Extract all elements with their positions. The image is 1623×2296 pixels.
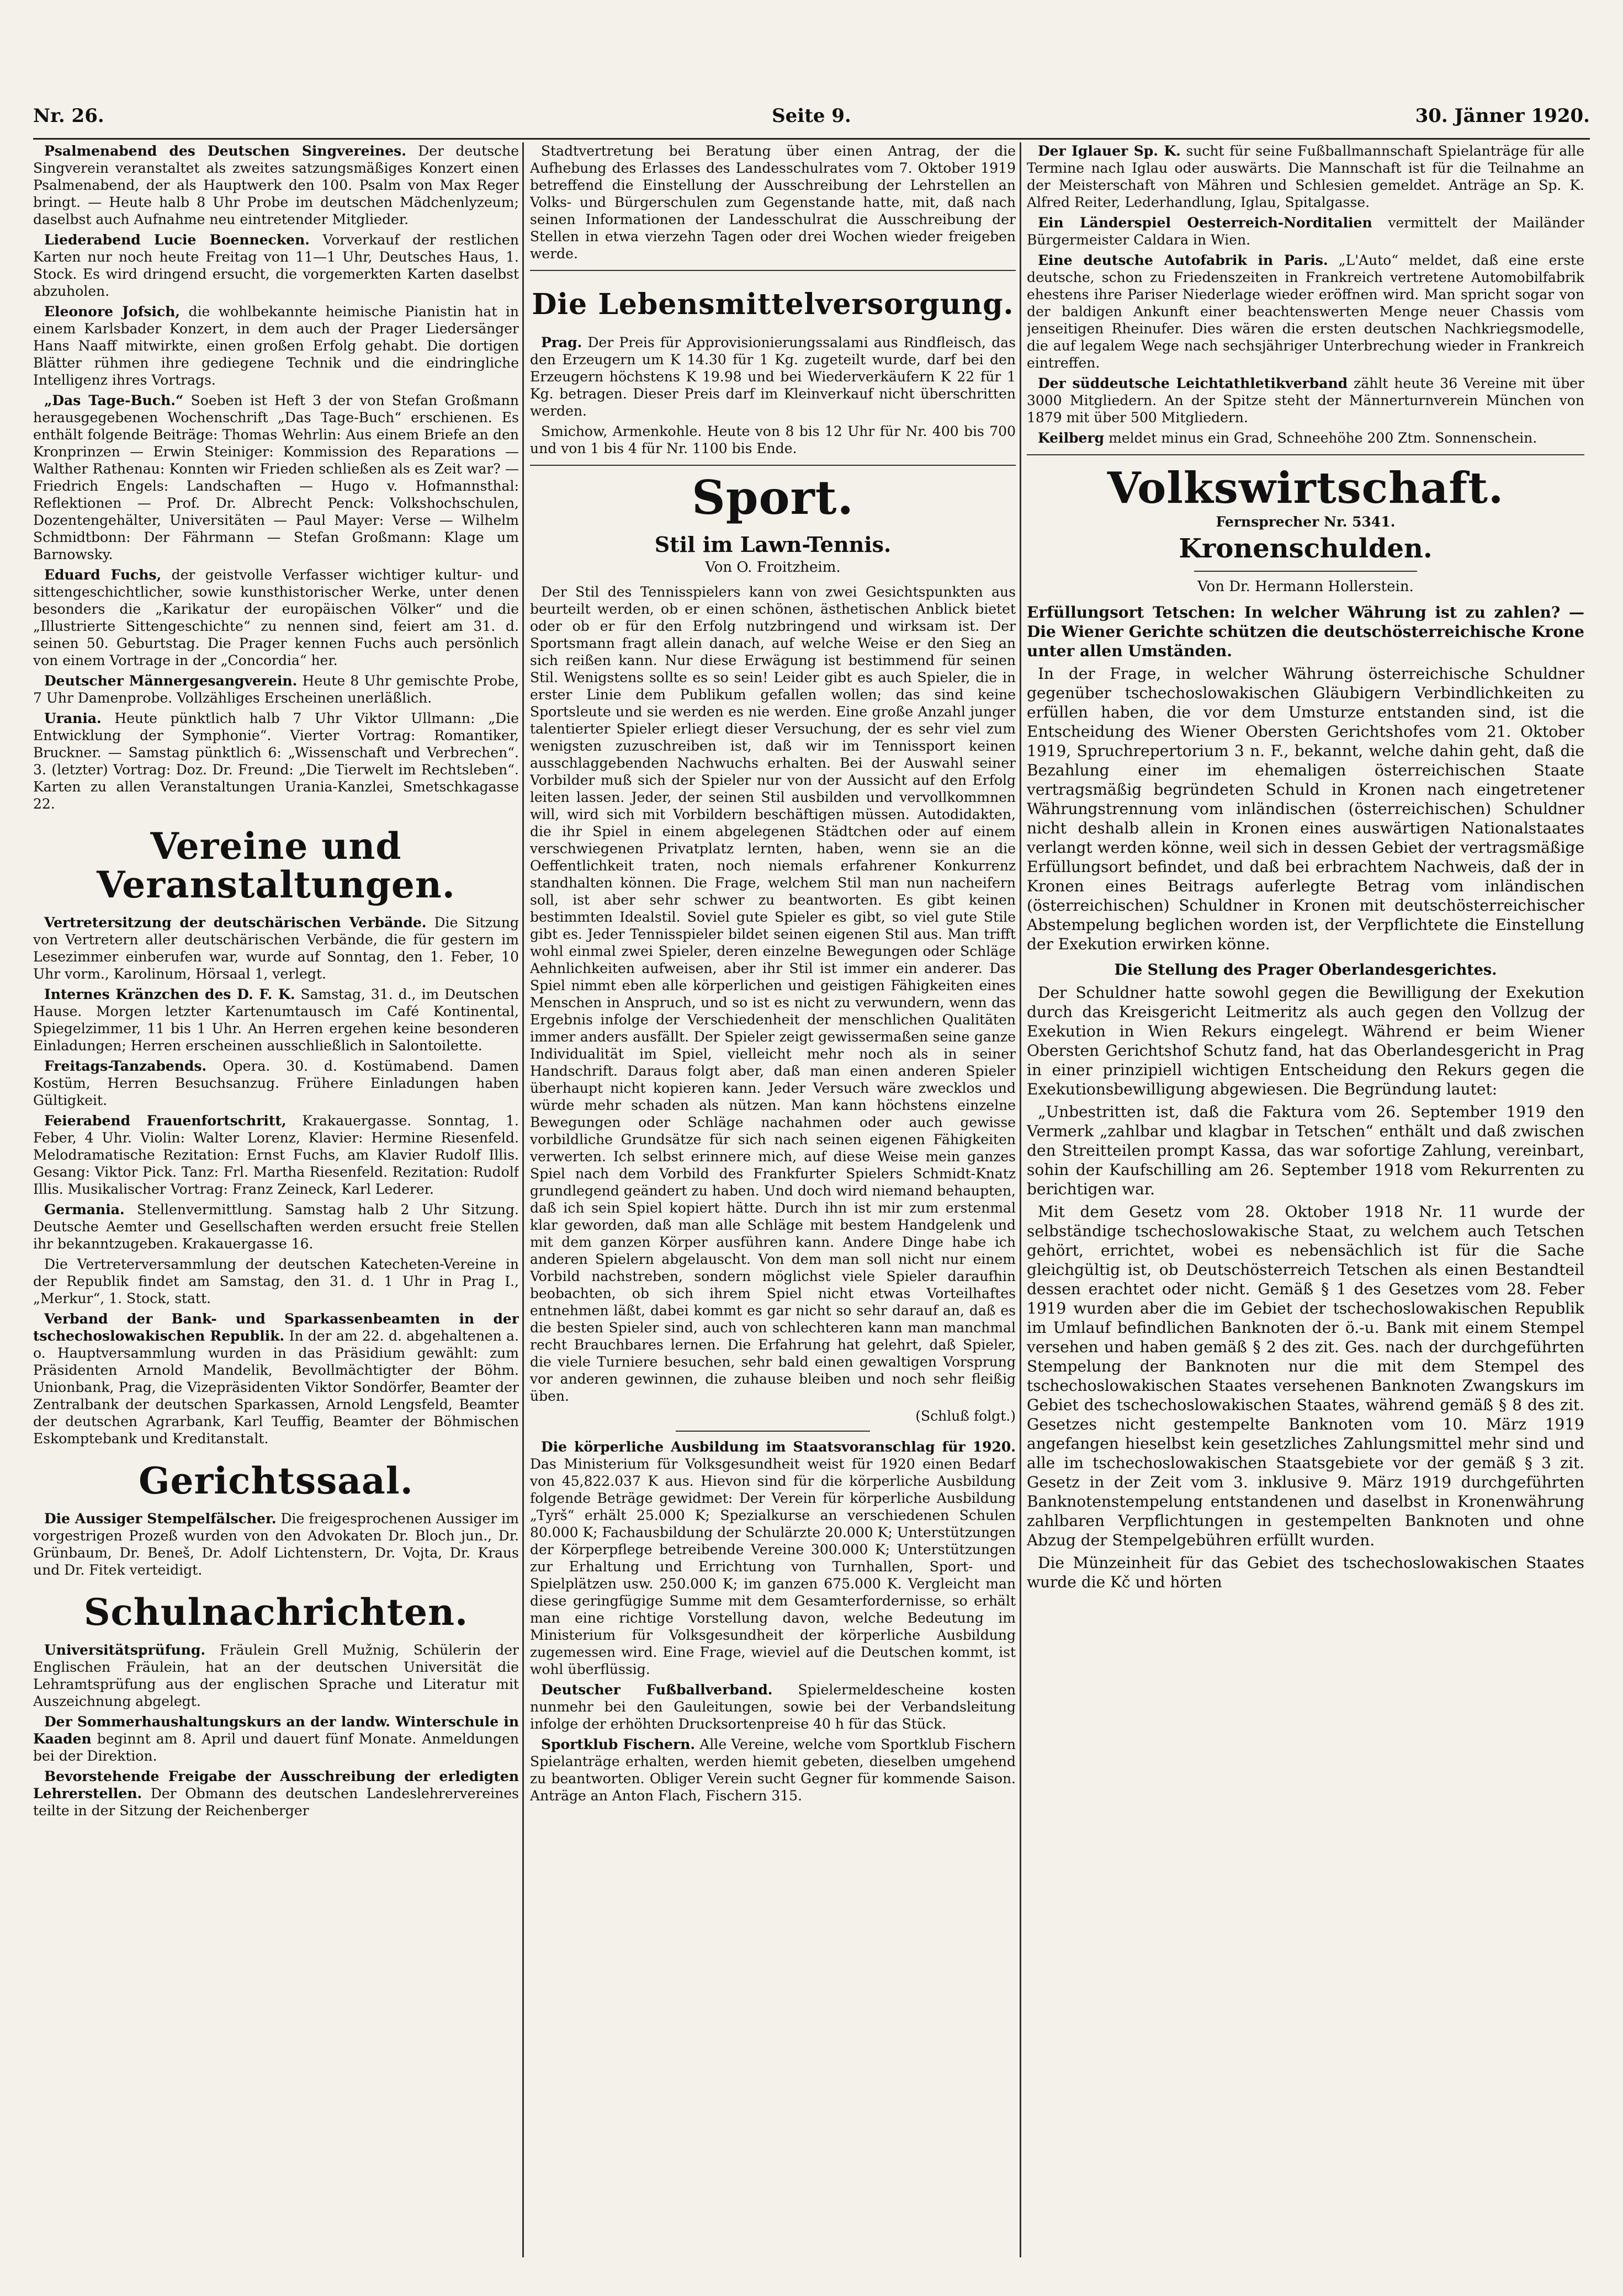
- article-byline: Von O. Froitzheim.: [705, 559, 841, 576]
- section-title-schul: Schulnachrichten.: [83, 1591, 469, 1634]
- article-title: Kronenschulden.: [1179, 533, 1433, 564]
- section-title-lebensmittel: Die Lebensmittelversorgung.: [532, 288, 1014, 321]
- section-title-gericht: Gerichtssaal.: [139, 1459, 413, 1502]
- news-item: Internes Kränzchen des D. F. K. Samstag, 31. d., im Deutschen Hause. Morgen letzter Kartenumtausch im Café Kontinental, Spiegelzimmer, 11 bis 1 Uhr. An Herren ergehen keine besonderen Einladungen; Herren erscheinen ausschließlich in Salontoilette.: [33, 986, 519, 1054]
- page-header: [33, 105, 1590, 138]
- vereine-section: [33, 914, 519, 1447]
- culture-notices: [33, 142, 519, 812]
- column-2: [530, 142, 1016, 2257]
- news-item: „Das Tage-Buch.“ Soeben ist Heft 3 der von Stefan Großmann herausgegebenen Wochenschrift „Das Tage-Buch“ erschienen. Es enthält folgende Beiträge: Thomas Wehrlin: Aus einem Briefe an den Kronprinzen — Erwin Steiniger: Kommission des Reparations — Walther Rathenau: Konnten wir Frieden schließen als es Zeit war? — Friedrich Engels: Landschaften — Hugo v. Hofmannsthal: Reflektionen — Prof. Dr. Albrecht Penck: Volkshochschulen, Dozentengehälter, Universitäten — Paul Mayer: Verse — Wilhelm Schmidtbonn: Der Fährmann — Stefan Großmann: Klage um Barnowsky.: [33, 392, 519, 562]
- phone-number: Fernsprecher Nr. 5341.: [1216, 514, 1396, 530]
- continuation-text: Stadtvertretung bei Beratung über einen Antrag, der die Aufhebung des Erlasses des Landesschulrates vom 7. Oktober 1919 betreffend die Einstellung der Ausschreibung der Lehrstellen an Volks- und Bürgerschulen zum Gegenstande hatte, mit, daß nach seinen Informationen der Landesschulrat die Ausschreibung der Stellen in etwa vierzehn Tagen oder drei Wochen wieder freigeben werde.: [530, 143, 1016, 262]
- news-item: Universitätsprüfung. Fräulein Grell Mužnig, Schülerin der Englischen Fräulein, hat an der deutschen Universität die Lehramtsprüfung aus der englischen Sprache und Literatur mit Auszeichnung abgelegt.: [33, 1642, 519, 1709]
- header-rule: [33, 138, 1590, 140]
- economy-section: [1027, 465, 1584, 1592]
- news-item: Keilberg meldet minus ein Grad, Schneehöhe 200 Ztm. Sonnenschein.: [1038, 430, 1537, 446]
- divider: [1027, 454, 1584, 455]
- section-title-volkswirtschaft: Volkswirtschaft.: [1107, 463, 1504, 513]
- divider: [530, 465, 1016, 466]
- issue-date: 30. Jänner 1920.: [1415, 105, 1590, 127]
- section-title-vereine: Vereine und Veranstaltungen.: [97, 825, 455, 906]
- news-item: Eleonore Jofsich, die wohlbekannte heimische Pianistin hat in einem Karlsbader Konzert, in dem auch der Prager Liedersänger Hans Naaff mitwirkte, einen großen Erfolg gehabt. Die dortigen Blätter rühmen ihre gediegene Technik und die eindringliche Intelligenz ihres Vortrags.: [33, 304, 519, 388]
- issue-number: Nr. 26.: [33, 105, 104, 127]
- news-item: Smichow, Armenkohle. Heute von 8 bis 12 Uhr für Nr. 400 bis 700 und von 1 bis 4 für Nr. 1100 bis Ende.: [530, 423, 1016, 456]
- page-number: Seite 9.: [772, 105, 851, 127]
- news-item: Die Vertreterversammlung der deutschen Katecheten-Vereine in der Republik findet am Samstag, den 31. d. 1 Uhr in Prag I., „Merkur“, 1. Stock, statt.: [33, 1256, 519, 1306]
- article-continued: (Schluß folgt.): [915, 1408, 1016, 1424]
- divider: [1194, 571, 1417, 572]
- news-item: Germania. Stellenvermittlung. Samstag halb 2 Uhr Sitzung. Deutsche Aemter und Gesellschaften werden ersucht freie Stellen ihr bekanntzugeben. Krakauergasse 16.: [33, 1202, 519, 1252]
- news-item: Bevorstehende Freigabe der Ausschreibung der erledigten Lehrerstellen. Der Obmann des deutschen Landeslehrervereines teilte in der Sitzung der Reichenberger: [33, 1768, 519, 1819]
- news-item: Der Sommerhaushaltungskurs an der landw. Winterschule in Kaaden beginnt am 8. April und dauert fünf Monate. Anmeldungen bei der Direktion.: [33, 1714, 519, 1764]
- article-byline: Von Dr. Hermann Hollerstein.: [1197, 578, 1414, 595]
- news-item: Eine deutsche Autofabrik in Paris. „L'Auto“ meldet, daß eine erste deutsche, schon zu Friedenszeiten in Frankreich vertretene Automobilfabrik ehestens ihre Pariser Niederlage wieder eröffnen wird. Man spricht sogar von der baldigen Ankunft einer beachtenswerten Menge neuer Chassis vom jenseitigen Rheinufer. Dies wären die ersten deutschen Nachkriegsmodelle, die auf legalem Wege nach sechsjähriger Unterbrechung wieder in Frankreich eintreffen.: [1027, 252, 1584, 371]
- article-paragraph: Mit dem Gesetz vom 28. Oktober 1918 Nr. 11 wurde der selbständige tschechoslowakische Staat, zu welchem auch Tetschen gehört, errichtet, wobei es nebensächlich ist für die Sache gleichgültig ist, ob Deutschösterreich Tetschen als einen Bestandteil dessen erachtet oder nicht. Gemäß § 1 des Gesetzes vom 28. Feber 1919 wurden aber die im Gebiet der tschechoslowakischen Republik im Umlauf befindlichen Banknoten der ö.-u. Bank mit einem Stempel versehen und haben gemäß § 2 des zit. Ges. nach der durchgeführten Stempelung der Banknoten nur die mit dem Stempel des tschechoslowakischen Staates versehenen Banknoten Zwangskurs im Gebiet des tschechoslowakischen Staates, während gemäß § 8 des zit. Gesetzes nicht gestempelte Banknoten vom 10. März 1919 angefangen hieselbst kein gesetzliches Zahlungsmittel mehr sind und alle im tschechoslowakischen Staatsgebiete vor der gemäß § 3 zit. Gesetz in der Zeit vom 3. inklusive 9. März 1919 durchgeführten Banknotenstempelung entstandenen und daselbst in Kronenwährung zahlbaren Verpflichtungen in gestempelten Banknoten und ohne Abzug der Stempelgebühren erfüllt wurden.: [1027, 1203, 1584, 1549]
- article-title: Stil im Lawn-Tennis.: [654, 532, 892, 557]
- column-3: [1027, 142, 1584, 2257]
- news-item: Sportklub Fischern. Alle Vereine, welche vom Sportklub Fischern Spielanträge erhalten, werden hiemit gebeten, dieselben umgehend zu beantworten. Obliger Verein sucht Gegner für kommende Saison. Anträge an Anton Flach, Fischern 315.: [530, 1736, 1016, 1804]
- divider: [676, 1431, 870, 1432]
- article-quote: „Unbestritten ist, daß die Faktura vom 26. September 1919 den Vermerk „zahlbar und klagbar in Tetschen“ enthält und daß zwischen den Streitteilen prompt Kassa, das war sofortige Zahlung, vereinbart, sohin der Kaufschilling am 26. September 1918 vom Rekurrenten zu berichtigen war.: [1027, 1103, 1584, 1198]
- news-item: Der Iglauer Sp. K. sucht für seine Fußballmannschaft Spielanträge für alle Termine nach Iglau oder auswärts. Die Mannschaft ist für die Teilnahme an der Meisterschaft von Mähren und Schlesien gemeldet. Anträge an Sp. K. Alfred Reiter, Lederhandlung, Iglau, Spitalgasse.: [1027, 143, 1584, 210]
- news-item: Der süddeutsche Leichtathletikverband zählt heute 36 Vereine mit über 3000 Mitgliedern. An der Spitze steht der Männerturnverein München von 1879 mit über 500 Mitgliedern.: [1027, 375, 1584, 426]
- news-item: Deutscher Fußballverband. Spielermeldescheine kosten nunmehr bei den Gauleitungen, sowie bei der Verbandsleitung infolge der erhöhten Drucksortenpreise 40 h für das Stück.: [530, 1682, 1016, 1732]
- news-item: Vertretersitzung der deutschärischen Verbände. Die Sitzung von Vertretern aller deutschärischen Verbände, die für gestern im Lesezimmer einberufen war, wurde auf Sonntag, den 1. Feber, 10 Uhr vorm., Karolinum, Hörsaal 1, verlegt.: [33, 915, 519, 982]
- article-subheading: Die Stellung des Prager Oberlandesgerichtes.: [1114, 961, 1497, 979]
- news-item: Verband der Bank- und Sparkassenbeamten in der tschechoslowakischen Republik. In der am 22. d. abgehaltenen a. o. Hauptversammlung wurden in das Präsidium gewählt: zum Präsidenten Arnold Mandelik, Bevollmächtigter der Böhm. Unionbank, Prag, die Vizepräsidenten Viktor Sondörfer, Beamter der Zentralbank der deutschen Sparkassen, Arnold Lengsfeld, Beamter der deutschen Agrarbank, Karl Teuffig, Beamter der Böhmischen Eskomptebank und Kreditanstalt.: [33, 1311, 519, 1447]
- news-item: Freitags-Tanzabends. Opera. 30. d. Kostümabend. Damen Kostüm, Herren Besuchsanzug. Frühere Einladungen haben Gültigkeit.: [33, 1058, 519, 1108]
- section-title-sport: Sport.: [692, 470, 854, 525]
- column-rule-1: [522, 142, 524, 2257]
- news-item: Prag. Der Preis für Approvisionierungssalami aus Rindfleisch, das den Erzeugern um K 14.30 für 1 Kg. zugeteilt wurde, darf bei den Erzeugern höchstens K 19.98 und bei Wiederverkäufern K 22 für 1 Kg. betragen. Dieser Preis darf im Kleinverkauf nicht überschritten werden.: [530, 334, 1016, 419]
- news-item: Psalmenabend des Deutschen Singvereines. Der deutsche Singverein veranstaltet als zweites satzungsmäßiges Konzert einen Psalmenabend, der als Hauptwerk den 100. Psalm von Max Reger bringt. — Heute halb 8 Uhr Probe im deutschen Mädchenlyzeum; daselbst auch Aufnahme neu eintretender Mitglieder.: [33, 143, 519, 227]
- article-lead: Erfüllungsort Tetschen: In welcher Währung ist zu zahlen? — Die Wiener Gerichte schützen die deutschösterreichische Krone unter allen Umständen.: [1027, 603, 1584, 660]
- news-item: Feierabend Frauenfortschritt, Krakauergasse. Sonntag, 1. Feber, 4 Uhr. Violin: Walter Lorenz, Klavier: Hermine Riesenfeld. Melodramatische Rezitation: Ernst Fuchs, am Klavier Rudolf Illis. Gesang: Viktor Pick. Tanz: Frl. Martha Riesenfeld. Rezitation: Rudolf Illis. Musikalischer Vortrag: Franz Zeineck, Karl Lederer.: [33, 1113, 519, 1197]
- news-item: Deutscher Männergesangverein. Heute 8 Uhr gemischte Probe, 7 Uhr Damenprobe. Vollzähliges Erscheinen unerläßlich.: [33, 673, 519, 706]
- news-item: Urania. Heute pünktlich halb 7 Uhr Viktor Ullmann: „Die Entwicklung der Symphonie“. Vierter Vortrag: Romantiker, Bruckner. — Samstag pünktlich 6: „Wissenschaft und Verbrechen“. 3. (letzter) Vortrag: Doz. Dr. Freund: „Die Tierwelt im Rechtsleben“. Karten zu allen Veranstaltungen Urania-Kanzlei, Smetschkagasse 22.: [33, 710, 519, 812]
- article-paragraph: Die Münzeinheit für das Gebiet des tschechoslowakischen Staates wurde die Kč und hörten: [1027, 1554, 1584, 1591]
- article-paragraph: In der Frage, in welcher Währung österreichische Schuldner gegenüber tschechoslowakischen Gläubigern Verbindlichkeiten zu erfüllen haben, die vor dem Umsturze entstanden sind, ist die Entscheidung des Wiener Obersten Gerichtshofes vom 21. Oktober 1919, Spruchrepertorium 3 n. F., bekannt, welche dahin geht, daß die Bezahlung einer im ehemaligen österreichischen Staate vertragsmäßig begründeten Schuld in Kronen nach eingetretener Währungstrennung vom inländischen (österreichischen) Schuldner nicht deshalb allein in Kronen eines auswärtigen Nationalstaates verlangt werden könne, weil sich in dessen Gebiet der vertragsmäßige Erfüllungsort befindet, und daß bei erbrachtem Nachweis, daß der in Kronen eines Beitrags auferlegte Betrag vom inländischen (österreichischen) Schuldner in Kronen mit deutschösterreichischer Abstempelung beglichen worden ist, der Verpflichtete die Einstellung der Exekution erwirken könne.: [1027, 665, 1584, 953]
- column-1: [33, 142, 519, 2257]
- news-item: Ein Länderspiel Oesterreich-Norditalien vermittelt der Mailänder Bürgermeister Caldara in Wien.: [1027, 215, 1584, 248]
- news-item: Liederabend Lucie Boennecken. Vorverkauf der restlichen Karten nur noch heute Freitag von 11—1 Uhr, Deutsches Haus, 1. Stock. Es wird dringend ersucht, die vorgemerkten Karten daselbst abzuholen.: [33, 232, 519, 299]
- news-item: Die Aussiger Stempelfälscher. Die freigesprochenen Aussiger im vorgestrigen Prozeß wurden von den Advokaten Dr. Bloch jun., Dr. Grünbaum, Dr. Beneš, Dr. Adolf Lichtenstern, Dr. Vojta, Dr. Kraus und Dr. Fitek verteidigt.: [33, 1511, 519, 1578]
- article-paragraph: Der Schuldner hatte sowohl gegen die Bewilligung der Exekution durch das Kreisgericht Leitmeritz als auch gegen den Vollzug der Exekution in Wien Rekurs eingelegt. Während er beim Wiener Obersten Gerichtshof Schutz fand, hat das Oberlandesgericht in Prag in einer prinzipiell wichtigen Entscheidung den Rekurs gegen die Exekutionsbewilligung abgewiesen. Die Begründung lautet:: [1027, 984, 1584, 1098]
- column-rule-2: [1020, 142, 1021, 2257]
- news-item: Die körperliche Ausbildung im Staatsvoranschlag für 1920. Das Ministerium für Volksgesundheit weist für 1920 einen Bedarf von 45,822.037 K aus. Hievon sind für die körperliche Ausbildung folgende Beträge gewidmet: Der Verein für körperliche Ausbildung „Tyrš“ erhält 25.000 K; Spezialkurse an verschiedenen Schulen 80.000 K; Fachausbildung der Schulärzte 20.000 K; Unterstützungen der Körperpflege betreibende Vereine 300.000 K; Unterstützungen zur Erhaltung und Errichtung von Turnhallen, Sport- und Spielplätzen usw. 250.000 K; im ganzen 675.000 K. Vergleicht man diese geringfügige Summe mit dem Gesamterfordernisse, so erhält man eine richtige Vorstellung davon, welche Bedeutung im Ministerium für Volksgesundheit der körperliche Ausbildung zugemessen wird. Eine Frage, wieviel auf die Deutschen kommt, ist wohl überflüssig.: [530, 1439, 1016, 1677]
- news-item: Eduard Fuchs, der geistvolle Verfasser wichtiger kultur- und sittengeschichtlicher, sowie kunsthistorischer Werke, unter denen besonders die „Karikatur der europäischen Völker“ und die „Illustrierte Sittengeschichte“ zu nennen sind, feiert am 31. d. seinen 50. Geburtstag. Die Prager kennen Fuchs auch persönlich von einem Vortrage in der „Concordia“ her.: [33, 567, 519, 668]
- divider: [530, 270, 1016, 271]
- article-paragraph: Der Stil des Tennisspielers kann von zwei Gesichtspunkten aus beurteilt werden, ob er einen schönen, ästhetischen Anblick bietet oder ob er für den Erfolg nutzbringend und wirksam ist. Der Sportsmann fragt allein danach, auf welche Weise er den Sieg an sich reißen kann. Nur diese Erwägung ist bestimmend für seinen Stil. Wenigstens sollte es so sein! Leider gibt es auch Spieler, die in erster Linie dem Publikum gefallen wollen; das sind keine Sportsleute und sie werden es nie werden. Eine große Anzahl junger talentierter Spieler erliegt dieser Versuchung, der es sehr viel zum wenigsten zuzuschreiben ist, daß wir im Tennissport keinen ausschlaggebenden Nachwuchs erhalten. Bei der Auswahl seiner Vorbilder muß sich der Spieler nur von der Aussicht auf den Erfolg leiten lassen. Jeder, der seinen Stil ausbilden und vervollkommnen will, wird sich mit Vorbildern beschäftigen müssen. Autodidakten, die ihr Spiel in einem abgelegenen Städtchen oder auf einem verschwiegenen Privatplatz lernten, haben, wenn sie an die Oeffentlichkeit traten, noch niemals erfahrener Konkurrenz standhalten können. Die Frage, welchem Stil man nun nacheifern soll, ist aber sehr schwer zu beantworten. Es gibt keinen bestimmten Idealstil. Soviel gute Spieler es gibt, so viel gute Stile gibt es. Jeder Tennisspieler bildet seinen eigenen Stil aus. Man trifft wohl einmal zwei Spieler, deren einzelne Bewegungen oder Schläge Aehnlichkeiten aufweisen, aber ihr Stil ist immer ein anderer. Das Spiel nimmt eben alle körperlichen und geistigen Fähigkeiten eines Menschen in Anspruch, und so ist es nicht zu verwundern, wenn das Ergebnis infolge der Verschiedenheit der menschlichen Qualitäten immer anders ausfällt. Der Spieler zeigt gewissermaßen seine ganze Individualität im Spiel, vielleicht mehr noch als in seiner Handschrift. Daraus folgt aber, daß man einen anderen Spieler überhaupt nicht kopieren kann. Jeder Versuch wäre zwecklos und würde mehr schaden als nützen. Man kann höchstens einzelne Bewegungen oder Schläge nachahmen oder auch gewisse vorbildliche Grundsätze für sich nach seinen eigenen Fähigkeiten verwerten. Ich selbst erinnere mich, auf diese Weise mein ganzes Spiel nach dem Vorbild des Frankfurter Spielers Schmidt-Knatz grundlegend geändert zu haben. Und doch wird niemand behaupten, daß ich sein Spiel kopiert hätte. Durch ihn ist mir zum erstenmal klar geworden, daß man alle Schläge mit bestem Handgelenk und mit dem ganzen Körper ausführen kann. Andere Dinge habe ich anderen Spielern abgelauscht. Von dem man soll nicht nur einem Vorbild nachstreben, sondern möglichst viele Spieler daraufhin beobachten, ob sich ihrem Spiel nicht etwas Vorteilhaftes entnehmen läßt, dabei kommt es gar nicht so sehr darauf an, daß es die besten Spieler sind, auch von schlechteren kann man manchmal recht Brauchbares lernen. Die Erfahrung hat gelehrt, daß Spieler, die viele Turniere besuchen, sehr bald einen gewaltigen Vorsprung vor anderen gewinnen, die zuhause bleiben und noch sehr fleißig üben.: [530, 584, 1016, 1404]
